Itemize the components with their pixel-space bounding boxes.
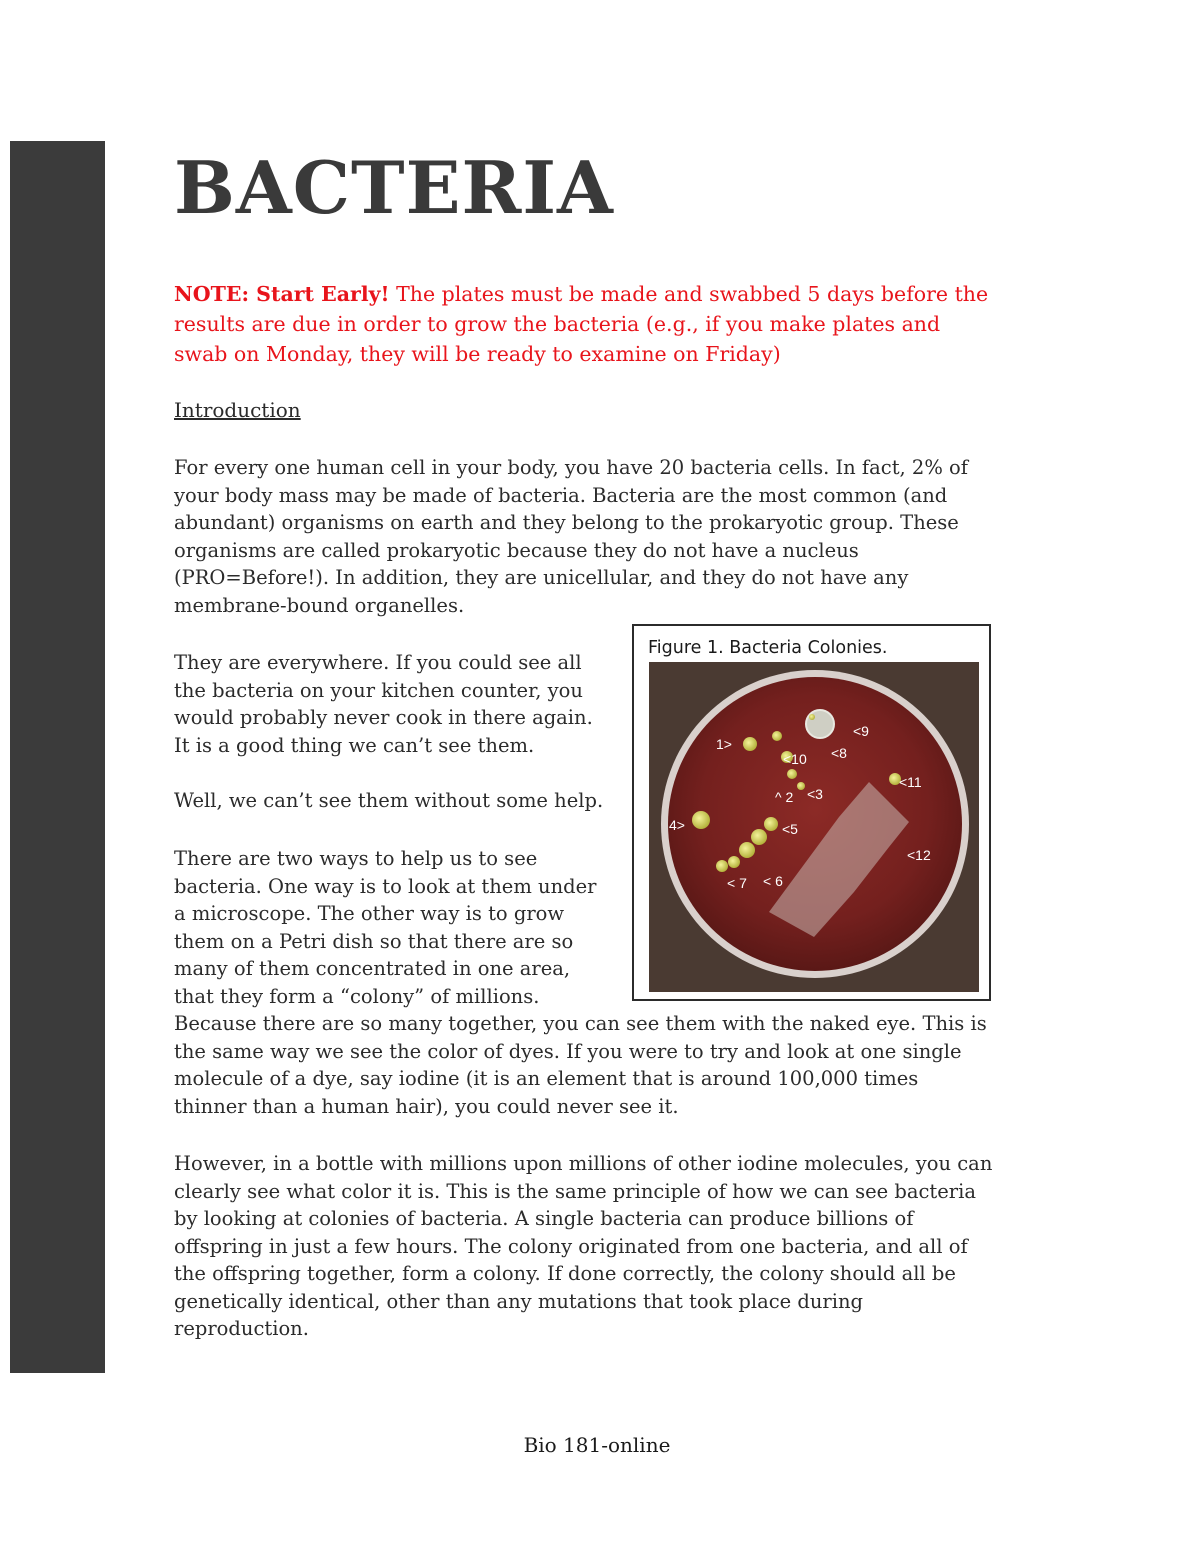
colony — [772, 731, 782, 741]
petri-dish-photo — [649, 662, 979, 992]
colony-label: <12 — [907, 847, 931, 863]
colony — [809, 714, 815, 720]
colony — [806, 710, 834, 738]
figure-caption: Figure 1. Bacteria Colonies. — [648, 638, 888, 658]
figure-bacteria-colonies — [632, 624, 991, 1001]
paragraph: Because there are so many together, you can see them with the naked eye. This is the same way we see the color of dyes. If you were to try and look at one single molecule of a dye, say iodine (it is an element that is around 100,000 times thinner than a human hair), you could never see it. — [174, 1012, 987, 1118]
note-callout — [174, 279, 994, 369]
colony-label: <5 — [782, 821, 798, 837]
page-footer — [0, 1433, 1200, 1457]
colony — [764, 817, 778, 831]
note-text: The plates must be made and swabbed 5 days before the results are due in order to grow the bacteria (e.g., if you make plates and swab on Monday, they will be ready to examine on Friday) — [174, 282, 989, 366]
paragraph: They are everywhere. If you could see all the bacteria on your kitchen counter, you would probably never cook in there again. It is a good thing we can’t see them. — [174, 651, 593, 757]
paragraph: There are two ways to help us to see bacteria. One way is to look at them under a microscope. The other way is to grow them on a Petri dish so that there are so many of them concentrated in one area, that they form a “colony” of millions. — [174, 847, 597, 1008]
colony — [716, 860, 728, 872]
colony — [692, 811, 710, 829]
colony-label: 1> — [716, 736, 732, 752]
colony — [739, 842, 755, 858]
footer-text: Bio 181-online — [523, 1433, 671, 1457]
colony — [787, 769, 797, 779]
colony — [751, 829, 767, 845]
colony — [797, 782, 805, 790]
colony — [728, 856, 740, 868]
section-heading-introduction: Introduction — [174, 398, 301, 422]
colony-label: 4> — [669, 817, 685, 833]
colony-label: <11 — [899, 774, 922, 790]
colony-label: ^ 2 — [775, 789, 794, 805]
colony-label: <9 — [853, 723, 869, 739]
colony-label: <10 — [783, 751, 807, 767]
colony — [743, 737, 757, 751]
colony-label: <8 — [831, 745, 847, 761]
note-label: NOTE: Start Early! — [174, 282, 390, 306]
side-bar — [10, 141, 105, 1373]
paragraph: Well, we can’t see them without some help. — [174, 789, 604, 812]
colony-label: <3 — [807, 786, 823, 802]
page-title: BACTERIA — [174, 145, 614, 230]
colony-label: < 6 — [763, 873, 783, 889]
colony-label: < 7 — [727, 875, 747, 891]
paragraph: For every one human cell in your body, you have 20 bacteria cells. In fact, 2% of your body mass may be made of bacteria. Bacteria are the most common (and abundant) organisms on earth and they belong to the prokaryotic group. These organisms are called prokaryotic because they do not have a nucleus (PRO=Before!). In addition, they are unicellular, and they do not have any membrane-bound organelles. — [174, 456, 969, 617]
paragraph: However, in a bottle with millions upon millions of other iodine molecules, you can clearly see what color it is. This is the same principle of how we can see bacteria by looking at colonies of bacteria. A single bacteria can produce billions of offspring in just a few hours. The colony originated from one bacteria, and all of the offspring together, form a colony. If done correctly, the colony should all be genetically identical, other than any mutations that took place during reproduction. — [174, 1152, 993, 1340]
